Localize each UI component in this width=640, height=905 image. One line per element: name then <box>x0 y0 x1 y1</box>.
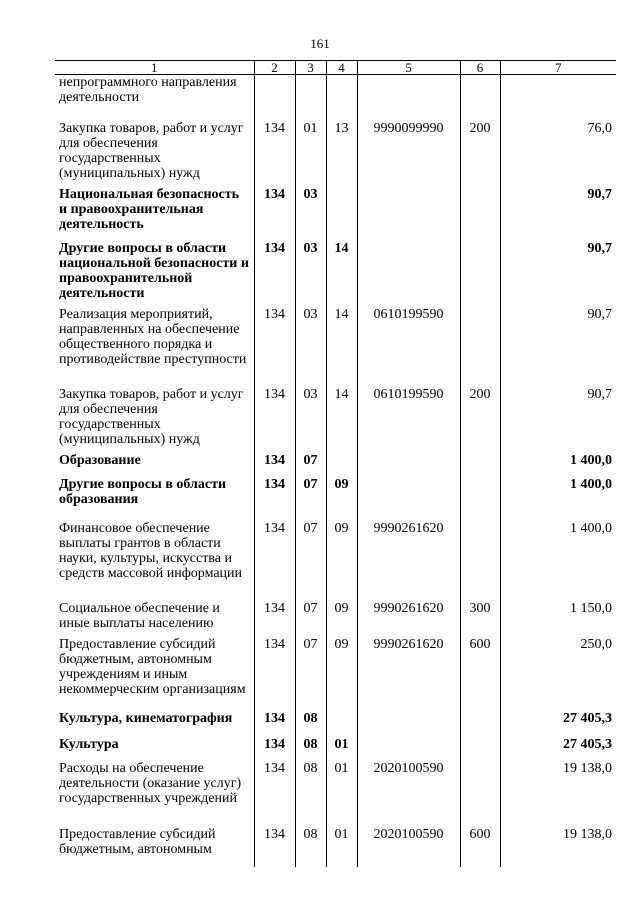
row-description: Расходы на обеспечение деятельности (оказание услуг) государственных учреждений <box>59 760 242 806</box>
row-subsection: 09 <box>326 521 357 601</box>
row-expense-type <box>460 737 500 761</box>
table-row <box>55 711 616 737</box>
column-header: 7 <box>500 61 616 75</box>
table-row <box>55 477 616 521</box>
row-admin-code: 134 <box>254 637 295 711</box>
row-expense-type: 600 <box>460 637 500 711</box>
row-subsection: 09 <box>326 637 357 711</box>
row-amount: 250,0 <box>500 637 616 711</box>
column-header: 4 <box>326 61 357 75</box>
row-target-code: 2020100590 <box>357 761 460 827</box>
row-amount: 90,7 <box>500 387 616 453</box>
row-amount: 27 405,3 <box>500 737 616 761</box>
row-target-code: 9990099990 <box>357 121 460 187</box>
row-expense-type <box>460 187 500 241</box>
row-target-code: 9990261620 <box>357 637 460 711</box>
table-row <box>55 827 616 867</box>
row-admin-code: 134 <box>254 601 295 637</box>
row-expense-type: 300 <box>460 601 500 637</box>
row-section: 03 <box>295 241 326 307</box>
row-description: Предоставление субсидий бюджетным, автономным учреждениям и иным некоммерческим организациям <box>59 636 246 697</box>
column-header: 1 <box>55 61 254 75</box>
row-description: Закупка товаров, работ и услуг для обеспечения государственных (муниципальных) нужд <box>59 120 244 181</box>
row-section: 03 <box>295 187 326 241</box>
row-admin-code: 134 <box>254 737 295 761</box>
row-admin-code: 134 <box>254 521 295 601</box>
row-admin-code: 134 <box>254 241 295 307</box>
row-target-code: 0610199590 <box>357 307 460 387</box>
row-admin-code: 134 <box>254 307 295 387</box>
row-target-code <box>357 737 460 761</box>
table-row <box>55 761 616 827</box>
table-row <box>55 307 616 387</box>
row-target-code <box>357 477 460 521</box>
table-row <box>55 521 616 601</box>
row-subsection: 01 <box>326 761 357 827</box>
row-description: Культура, кинематография <box>59 710 233 726</box>
row-section: 07 <box>295 453 326 477</box>
row-section: 08 <box>295 737 326 761</box>
row-amount: 90,7 <box>500 307 616 387</box>
row-target-code: 9990261620 <box>357 601 460 637</box>
column-header: 5 <box>357 61 460 75</box>
row-expense-type <box>460 307 500 387</box>
row-subsection <box>326 453 357 477</box>
table-body <box>55 75 616 867</box>
row-section: 03 <box>295 387 326 453</box>
table-row <box>55 737 616 761</box>
row-description: Национальная безопасность и правоохранительная деятельность <box>59 186 240 232</box>
row-description: Социальное обеспечение и иные выплаты населению <box>59 600 220 631</box>
budget-table <box>55 60 616 867</box>
row-expense-type: 600 <box>460 827 500 867</box>
row-target-code <box>357 187 460 241</box>
row-description: непрограммного направления деятельности <box>59 75 237 105</box>
row-admin-code: 134 <box>254 827 295 867</box>
row-subsection: 01 <box>326 827 357 867</box>
row-subsection: 14 <box>326 387 357 453</box>
row-expense-type: 200 <box>460 387 500 453</box>
row-expense-type <box>460 75 500 121</box>
row-description: Финансовое обеспечение выплаты грантов в области науки, культуры, искусства и средств массовой информации <box>59 520 243 581</box>
row-subsection <box>326 75 357 121</box>
row-expense-type <box>460 477 500 521</box>
table-row <box>55 75 616 121</box>
page-number: 161 <box>310 36 330 51</box>
row-subsection: 01 <box>326 737 357 761</box>
row-subsection: 14 <box>326 241 357 307</box>
row-target-code <box>357 241 460 307</box>
row-amount: 1 150,0 <box>500 601 616 637</box>
table-row <box>55 453 616 477</box>
row-description: Предоставление субсидий бюджетным, автономным <box>59 826 216 857</box>
row-expense-type <box>460 761 500 827</box>
row-section: 03 <box>295 307 326 387</box>
table-row <box>55 187 616 241</box>
row-target-code <box>357 711 460 737</box>
row-admin-code <box>254 75 295 121</box>
table-row <box>55 121 616 187</box>
row-amount: 76,0 <box>500 121 616 187</box>
row-amount: 1 400,0 <box>500 477 616 521</box>
row-admin-code: 134 <box>254 453 295 477</box>
row-admin-code: 134 <box>254 187 295 241</box>
row-admin-code: 134 <box>254 761 295 827</box>
row-subsection: 09 <box>326 477 357 521</box>
row-admin-code: 134 <box>254 711 295 737</box>
column-header-row <box>55 61 616 75</box>
row-amount: 90,7 <box>500 241 616 307</box>
table-row <box>55 241 616 307</box>
table-row <box>55 387 616 453</box>
row-section: 08 <box>295 761 326 827</box>
row-amount: 19 138,0 <box>500 761 616 827</box>
row-section: 07 <box>295 637 326 711</box>
table-row <box>55 601 616 637</box>
row-amount: 27 405,3 <box>500 711 616 737</box>
row-section: 07 <box>295 477 326 521</box>
column-header: 3 <box>295 61 326 75</box>
row-expense-type <box>460 521 500 601</box>
row-expense-type <box>460 453 500 477</box>
row-description: Культура <box>59 736 119 752</box>
column-header: 2 <box>254 61 295 75</box>
row-target-code: 2020100590 <box>357 827 460 867</box>
row-expense-type: 200 <box>460 121 500 187</box>
row-subsection <box>326 711 357 737</box>
row-target-code: 9990261620 <box>357 521 460 601</box>
row-description: Другие вопросы в области национальной безопасности и правоохранительной деятельности <box>59 240 249 301</box>
row-expense-type <box>460 241 500 307</box>
row-section: 08 <box>295 827 326 867</box>
row-admin-code: 134 <box>254 387 295 453</box>
row-section: 01 <box>295 121 326 187</box>
row-subsection <box>326 187 357 241</box>
row-target-code <box>357 453 460 477</box>
row-amount: 19 138,0 <box>500 827 616 867</box>
row-section: 07 <box>295 521 326 601</box>
row-subsection: 13 <box>326 121 357 187</box>
row-admin-code: 134 <box>254 477 295 521</box>
row-section: 07 <box>295 601 326 637</box>
row-amount: 1 400,0 <box>500 521 616 601</box>
row-target-code <box>357 75 460 121</box>
row-description: Закупка товаров, работ и услуг для обеспечения государственных (муниципальных) нужд <box>59 386 244 447</box>
row-section <box>295 75 326 121</box>
column-header: 6 <box>460 61 500 75</box>
row-amount: 1 400,0 <box>500 453 616 477</box>
row-description: Реализация мероприятий, направленных на обеспечение общественного порядка и противодействие преступности <box>59 306 247 367</box>
row-subsection: 09 <box>326 601 357 637</box>
row-expense-type <box>460 711 500 737</box>
row-amount <box>500 75 616 121</box>
table-row <box>55 637 616 711</box>
row-amount: 90,7 <box>500 187 616 241</box>
row-description: Другие вопросы в области образования <box>59 476 227 507</box>
row-section: 08 <box>295 711 326 737</box>
row-admin-code: 134 <box>254 121 295 187</box>
row-description: Образование <box>59 452 141 468</box>
row-target-code: 0610199590 <box>357 387 460 453</box>
row-subsection: 14 <box>326 307 357 387</box>
